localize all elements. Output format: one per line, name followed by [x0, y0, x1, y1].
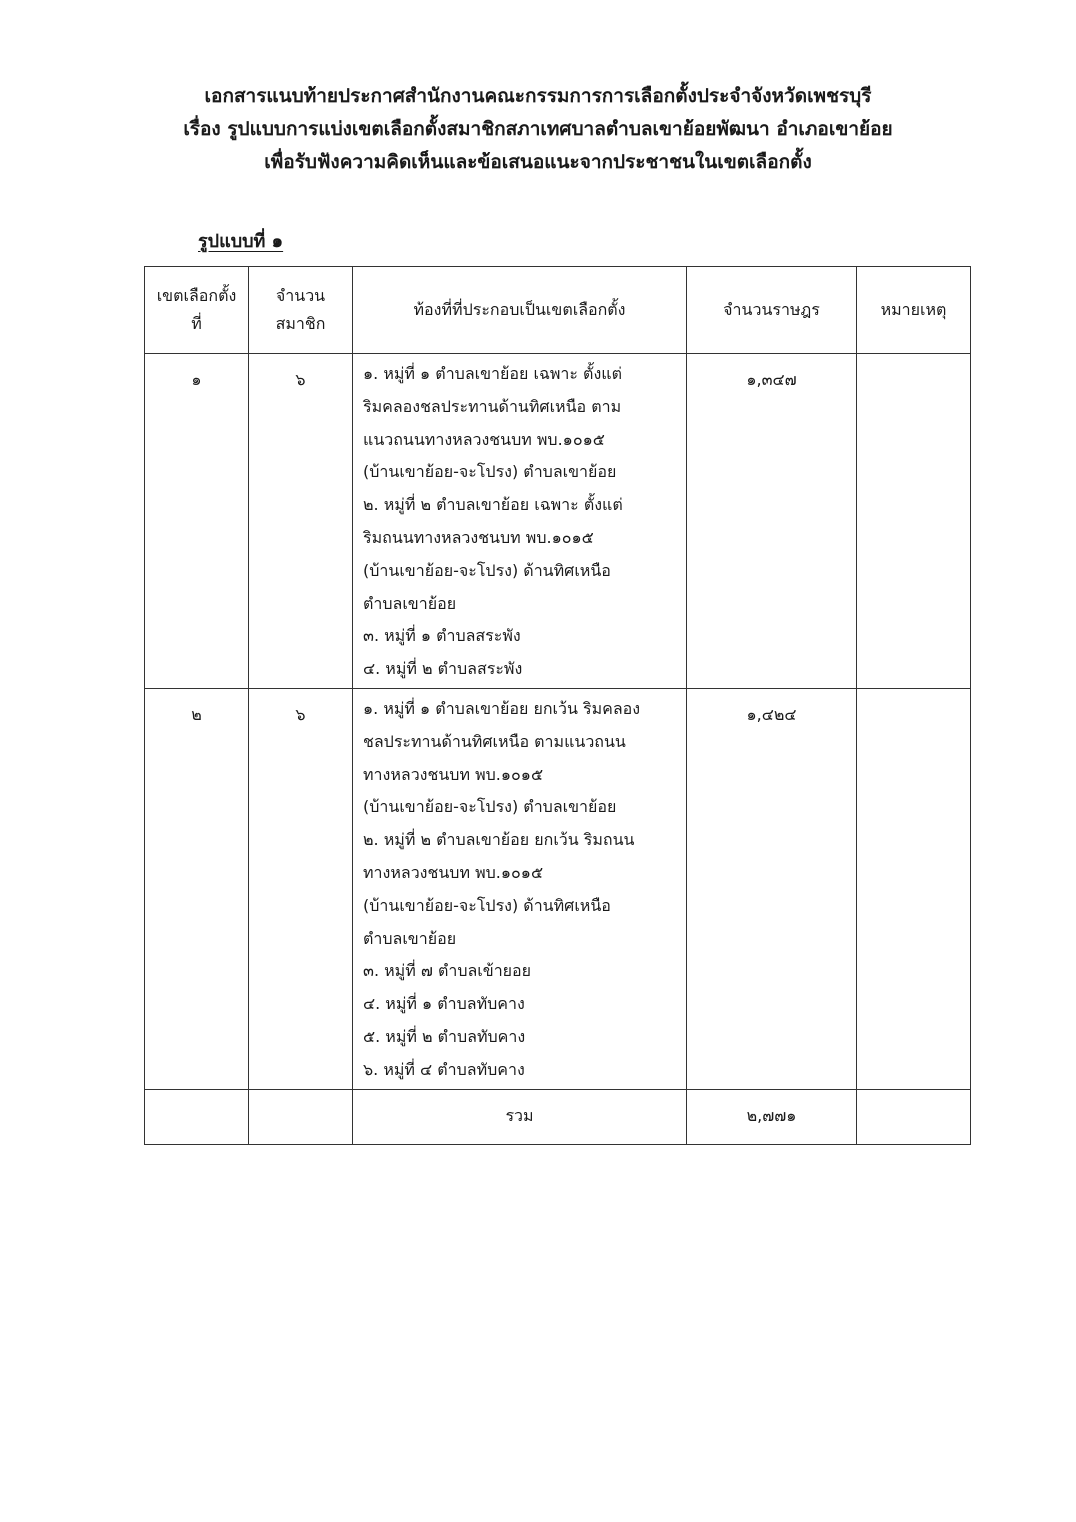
header-title-line-1: เอกสารแนบท้ายประกาศสำนักงานคณะกรรมการการเลือกตั้งประจำจังหวัดเพชรบุรี — [204, 85, 872, 107]
area-line: ๓. หมู่ที่ ๗ ตำบลเข้ายอย — [363, 961, 532, 981]
format-title: รูปแบบที่ ๑ — [198, 231, 284, 252]
header-title-line-2: เรื่อง รูปแบบการแบ่งเขตเลือกตั้งสมาชิกสภาเทศบาลตำบลเขาย้อยพัฒนา อำเภอเขาย้อย — [183, 118, 893, 140]
area-line: (บ้านเขาย้อย-จะโปรง) ด้านทิศเหนือ — [363, 895, 611, 915]
remarks-cell — [857, 354, 971, 689]
district-number-cell: ๒ — [145, 688, 249, 1089]
area-line: ๔. หมู่ที่ ๑ ตำบลทับคาง — [363, 994, 525, 1014]
districts-table — [144, 266, 971, 1145]
column-header-members — [249, 267, 353, 354]
column-header-district-line-2: ที่ — [191, 314, 202, 333]
area-line: ริมคลองชลประทานด้านทิศเหนือ ตาม — [363, 396, 622, 416]
area-line: ๕. หมู่ที่ ๒ ตำบลทับคาง — [363, 1026, 526, 1046]
area-line: ตำบลเขาย้อย — [363, 593, 457, 613]
area-cell — [353, 688, 687, 1089]
total-row — [145, 1089, 971, 1144]
table-row — [145, 688, 971, 1089]
area-line: ๑. หมู่ที่ ๑ ตำบลเขาย้อย เฉพาะ ตั้งแต่ — [363, 364, 622, 383]
total-population-cell: ๒,๗๗๑ — [687, 1089, 857, 1144]
area-line: ๔. หมู่ที่ ๒ ตำบลสระพัง — [363, 659, 523, 679]
remarks-cell — [857, 688, 971, 1089]
district-number-cell: ๑ — [145, 354, 249, 689]
column-header-remarks: หมายเหตุ — [857, 267, 971, 354]
table-row — [145, 354, 971, 689]
area-line: (บ้านเขาย้อย-จะโปรง) ตำบลเขาย้อย — [363, 797, 617, 817]
column-header-district-line-1: เขตเลือกตั้ง — [156, 286, 237, 305]
column-header-population: จำนวนราษฎร — [687, 267, 857, 354]
members-count-cell: ๖ — [249, 688, 353, 1089]
column-header-members-line-2: สมาชิก — [275, 314, 326, 333]
area-line: ๓. หมู่ที่ ๑ ตำบลสระพัง — [363, 626, 521, 646]
area-line: ตำบลเขาย้อย — [363, 928, 457, 948]
area-line: ชลประทานด้านทิศเหนือ ตามแนวถนน — [363, 731, 626, 751]
area-line: ๖. หมู่ที่ ๔ ตำบลทับคาง — [363, 1059, 525, 1079]
header-title-line-3: เพื่อรับฟังความคิดเห็นและข้อเสนอแนะจากประชาชนในเขตเลือกตั้ง — [264, 151, 812, 173]
area-line: ทางหลวงชนบท พบ.๑๐๑๕ — [363, 764, 544, 784]
area-line: ๒. หมู่ที่ ๒ ตำบลเขาย้อย ยกเว้น ริมถนน — [363, 830, 635, 850]
area-line: ทางหลวงชนบท พบ.๑๐๑๕ — [363, 862, 544, 882]
members-count-cell: ๖ — [249, 354, 353, 689]
population-cell: ๑,๓๔๗ — [687, 354, 857, 689]
table-header-row — [145, 267, 971, 354]
area-line: ๒. หมู่ที่ ๒ ตำบลเขาย้อย เฉพาะ ตั้งแต่ — [363, 495, 623, 515]
area-line: ริมถนนทางหลวงชนบท พบ.๑๐๑๕ — [363, 527, 594, 547]
area-line: (บ้านเขาย้อย-จะโปรง) ด้านทิศเหนือ — [363, 560, 611, 580]
area-cell — [353, 354, 687, 689]
area-line: ๑. หมู่ที่ ๑ ตำบลเขาย้อย ยกเว้น ริมคลอง — [363, 698, 641, 718]
total-label-cell: รวม — [353, 1089, 687, 1144]
column-header-members-line-1: จำนวน — [275, 286, 326, 305]
area-line: (บ้านเขาย้อย-จะโปรง) ตำบลเขาย้อย — [363, 462, 617, 482]
total-empty-cell — [857, 1089, 971, 1144]
column-header-district — [145, 267, 249, 354]
document-header — [0, 80, 1076, 179]
total-empty-cell — [145, 1089, 249, 1144]
column-header-area: ท้องที่ที่ประกอบเป็นเขตเลือกตั้ง — [353, 267, 687, 354]
total-empty-cell — [249, 1089, 353, 1144]
area-line: แนวถนนทางหลวงชนบท พบ.๑๐๑๕ — [363, 429, 605, 449]
population-cell: ๑,๔๒๔ — [687, 688, 857, 1089]
